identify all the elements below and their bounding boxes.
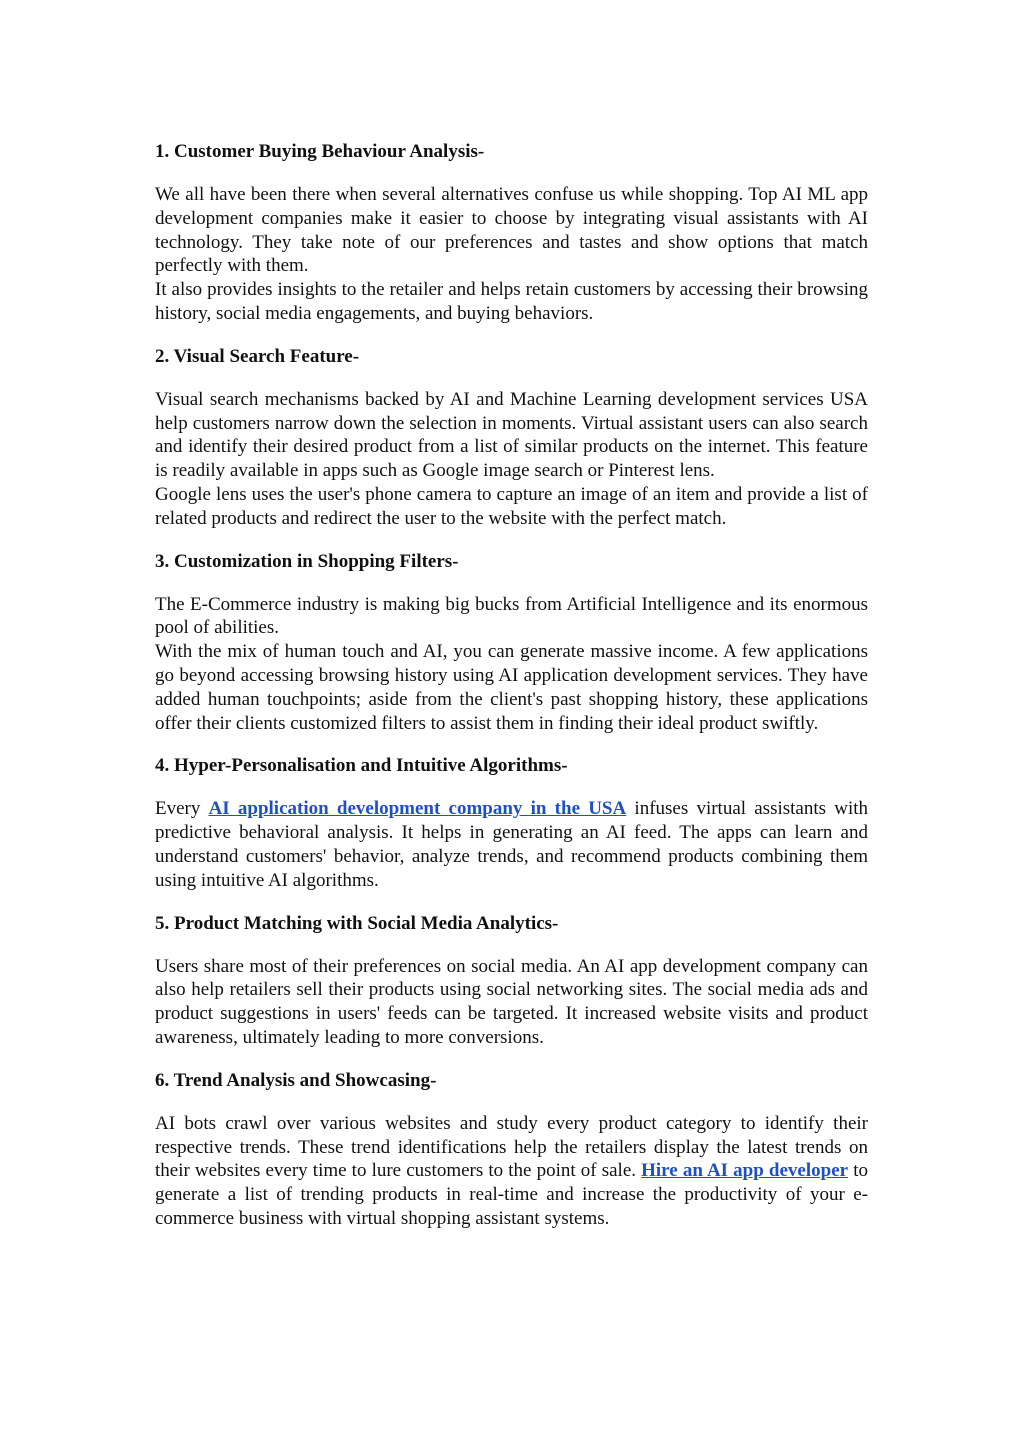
section-hyper-personalisation — [155, 754, 868, 892]
hire-ai-app-developer-link[interactable]: Hire an AI app developer — [641, 1160, 849, 1182]
paragraph-text: infuses virtual assistants with predictive behavioral analysis. It helps in generating an AI feed. The apps can learn and understand customers' behavior, analyze trends, and recommend products combining them using intuitive AI algorithms. — [155, 798, 869, 891]
paragraph-text: to generate a list of trending products in real-time and increase the productivity of your e-commerce business with virtual shopping assistant systems. — [155, 1160, 868, 1229]
paragraph: It also provides insights to the retailer and helps retain customers by accessing their browsing history, social media engagements, and buying behaviors. — [155, 279, 868, 324]
section-social-media-analytics — [155, 912, 868, 1050]
paragraph: Users share most of their preferences on social media. An AI app development company can also help retailers sell their products using social networking sites. The social media ads and product suggestions in users' feeds can be targeted. It increased website visits and product awareness, ultimately leading to more conversions. — [155, 955, 868, 1048]
paragraph — [155, 1112, 868, 1231]
document-page — [155, 140, 868, 1250]
section-heading: 4. Hyper-Personalisation and Intuitive Algorithms- — [155, 755, 568, 777]
paragraph-text: AI bots crawl over various websites and study every product category to identify their respective trends. These trend identifications help the retailers display the latest trends on their websites every time to lure customers to the point of sale. — [155, 1112, 868, 1182]
section-heading: 3. Customization in Shopping Filters- — [155, 550, 459, 572]
paragraph — [155, 797, 868, 892]
section-customer-buying-behaviour — [155, 140, 868, 326]
section-shopping-filters — [155, 550, 868, 736]
section-heading: 5. Product Matching with Social Media Analytics- — [155, 912, 559, 934]
ai-application-development-link[interactable]: AI application development company in the USA — [208, 798, 627, 820]
section-trend-analysis — [155, 1069, 868, 1231]
paragraph: We all have been there when several alternatives confuse us while shopping. Top AI ML app development companies make it easier to choose by integrating visual assistants with AI technology. They take note of our preferences and tastes and show options that match perfectly with them. — [155, 184, 868, 277]
paragraph-text: Every — [155, 798, 209, 820]
section-heading: 1. Customer Buying Behaviour Analysis- — [155, 141, 485, 162]
paragraph: The E-Commerce industry is making big bucks from Artificial Intelligence and its enormous pool of abilities. — [155, 593, 868, 639]
section-heading: 6. Trend Analysis and Showcasing- — [155, 1069, 437, 1091]
section-visual-search — [155, 345, 868, 531]
paragraph: With the mix of human touch and AI, you can generate massive income. A few applications go beyond accessing browsing history using AI application development services. They have added human touchpoints; aside from the client's past shopping history, these applications offer their clients customized filters to assist them in finding their ideal product swiftly. — [155, 641, 868, 734]
paragraph: Visual search mechanisms backed by AI and Machine Learning development services USA help customers narrow down the selection in moments. Virtual assistant users can also search and identify their desired product from a list of similar products on the internet. This feature is readily available in apps such as Google image search or Pinterest lens. — [155, 388, 868, 482]
paragraph: Google lens uses the user's phone camera to capture an image of an item and provide a list of related products and redirect the user to the website with the perfect match. — [155, 483, 868, 529]
section-heading: 2. Visual Search Feature- — [155, 345, 360, 367]
